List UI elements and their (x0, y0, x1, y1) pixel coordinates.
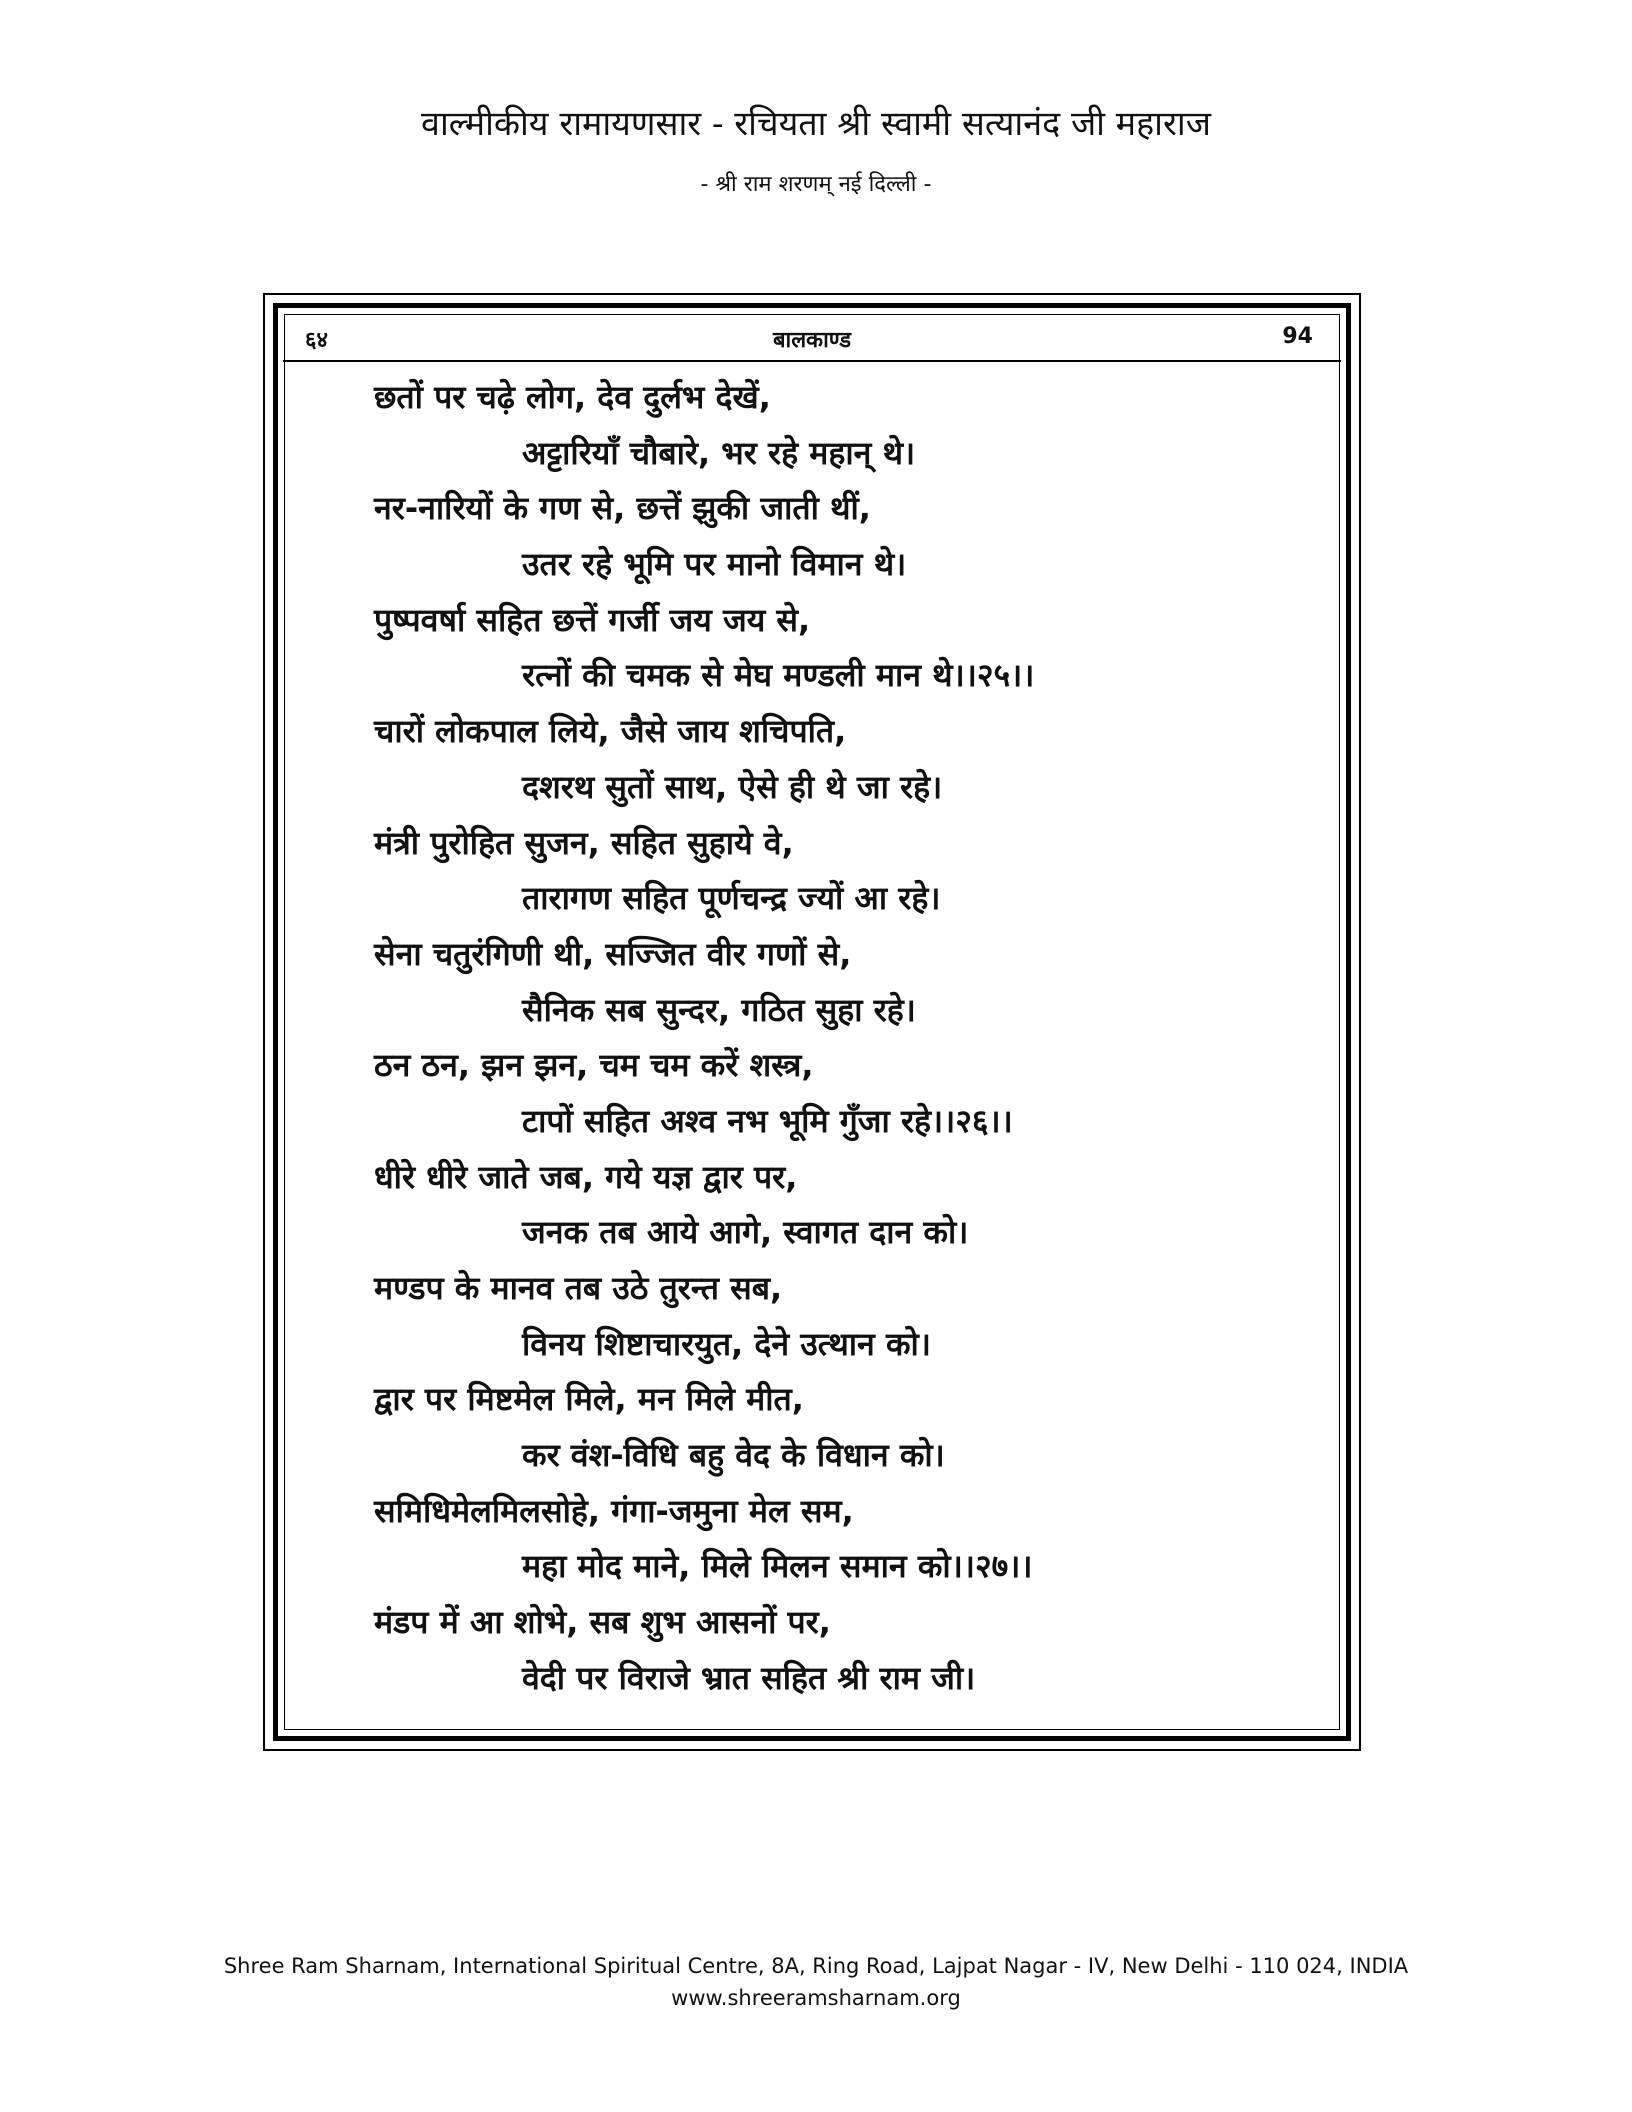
footer-website: www.shreeramsharnam.org (671, 1986, 961, 2010)
verse-line: सैनिक सब सुन्दर, गठित सुहा रहे। (522, 990, 916, 1029)
document-footer (0, 1950, 1632, 2014)
verse-line: दशरथ सुतों साथ, ऐसे ही थे जा रहे। (522, 767, 943, 806)
original-page-number: ६४ (305, 328, 328, 353)
verse-body (374, 370, 1334, 1707)
verse-line: रत्नों की चमक से मेघ मण्डली मान थे।।२५।। (522, 656, 1035, 695)
verse-line: विनय शिष्टाचारयुत, देने उत्थान को। (522, 1324, 931, 1363)
verse-line: मंत्री पुरोहित सुजन, सहित सुहाये वे, (374, 823, 794, 862)
footer-address: Shree Ram Sharnam, International Spiritual Centre, 8A, Ring Road, Lajpat Nagar - IV, New Delhi - 110 024, INDIA (223, 1954, 1409, 1978)
verse-line: कर वंश-विधि बहु वेद के विधान को। (522, 1436, 945, 1475)
page-heading-bar (283, 318, 1341, 362)
verse-line: मंडप में आ शोभे, सब शुभ आसनों पर, (374, 1603, 831, 1642)
verse-line: तारागण सहित पूर्णचन्द्र ज्यों आ रहे। (522, 879, 941, 918)
verse-line: टापों सहित अश्व नभ भूमि गुँजा रहे।।२६।। (522, 1101, 1013, 1140)
verse-line: उतर रहे भूमि पर मानो विमान थे। (522, 545, 907, 584)
chapter-title: बालकाण्ड (773, 328, 851, 353)
verse-line: वेदी पर विराजे भ्रात सहित श्री राम जी। (522, 1658, 976, 1697)
document-header (0, 100, 1632, 198)
verse-line: धीरे धीरे जाते जब, गये यज्ञ द्वार पर, (374, 1157, 798, 1196)
verse-line: द्वार पर मिष्टमेल मिले, मन मिले मीत, (374, 1380, 804, 1419)
verse-line: सेना चतुरंगिणी थी, सज्जित वीर गणों से, (374, 934, 852, 973)
verse-line: ठन ठन, झन झन, चम चम करें शस्त्र, (374, 1046, 814, 1085)
verse-line: समिधिमेलमिलसोहे, गंगा-जमुना मेल सम, (374, 1491, 854, 1530)
verse-line: अट्टारियाँ चौबारे, भर रहे महान् थे। (522, 433, 916, 472)
verse-line: मण्डप के मानव तब उठे तुरन्त सब, (374, 1269, 783, 1307)
verse-line: छतों पर चढ़े लोग, देव दुर्लभ देखें, (374, 378, 771, 416)
verse-line: जनक तब आये आगे, स्वागत दान को। (522, 1213, 969, 1252)
verse-line: चारों लोकपाल लिये, जैसे जाय शचिपति, (374, 712, 847, 751)
book-title: वाल्मीकीय रामायणसार - रचियता श्री स्वामी सत्यानंद जी महाराज (421, 104, 1211, 144)
verse-line: नर-नारियों के गण से, छत्तें झुकी जाती थीं, (374, 489, 871, 528)
verse-line: महा मोद माने, मिले मिलन समान को।।२७।। (522, 1547, 1033, 1586)
pdf-page-number: 94 (1282, 324, 1313, 349)
publisher-line: - श्री राम शरणम् नई दिल्ली - (700, 172, 932, 197)
verse-line: पुष्पवर्षा सहित छत्तें गर्जी जय जय से, (374, 600, 811, 639)
